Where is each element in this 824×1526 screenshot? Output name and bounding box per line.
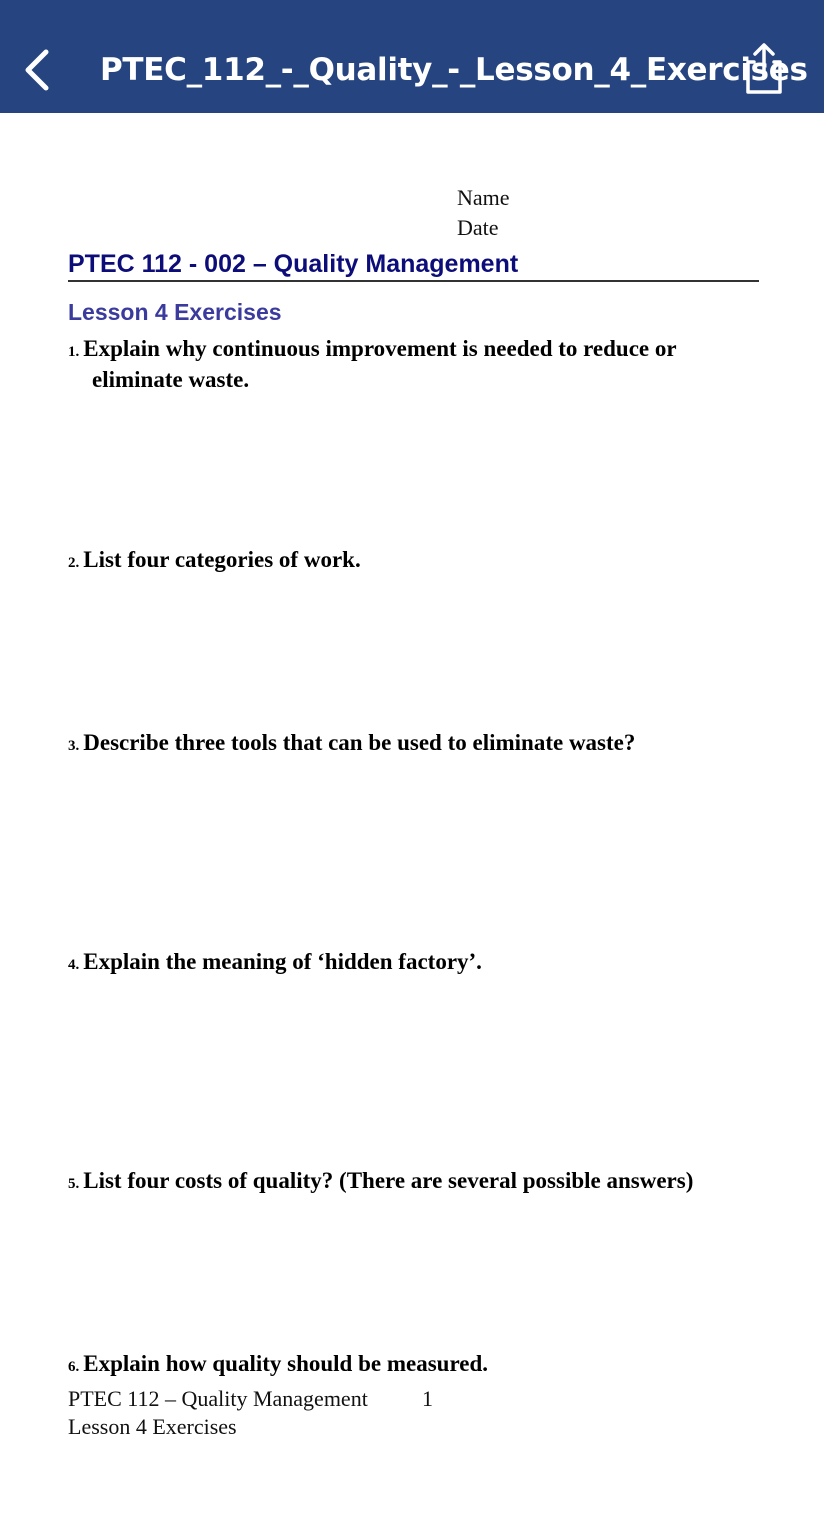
- name-label: Name: [457, 185, 510, 210]
- question-1: [68, 335, 768, 394]
- back-button[interactable]: [18, 46, 60, 94]
- question-number: 2.: [68, 555, 80, 571]
- question-6: [68, 1350, 768, 1381]
- footer-lesson: Lesson 4 Exercises: [68, 1414, 237, 1439]
- question-number: 4.: [68, 957, 80, 973]
- heading-divider: [68, 280, 759, 282]
- question-number: 1.: [68, 344, 80, 360]
- question-5: [68, 1167, 768, 1198]
- question-text: List four categories of work.: [83, 547, 361, 572]
- question-number: 6.: [68, 1359, 80, 1375]
- question-4: [68, 948, 768, 979]
- question-text: Explain why continuous improvement is needed to reduce or: [83, 336, 677, 361]
- footer-course: PTEC 112 – Quality Management: [68, 1386, 368, 1411]
- page-footer: [68, 1385, 433, 1413]
- date-label: Date: [457, 215, 499, 240]
- share-button[interactable]: [740, 42, 788, 96]
- question-2: [68, 546, 768, 577]
- top-navigation-bar: [0, 0, 824, 113]
- question-text-continued: eliminate waste.: [92, 367, 250, 392]
- course-heading: PTEC 112 - 002 – Quality Management: [68, 250, 519, 278]
- chevron-left-icon: [18, 46, 60, 94]
- question-number: 5.: [68, 1176, 80, 1192]
- share-icon: [740, 42, 788, 96]
- page-number: 1: [422, 1386, 433, 1411]
- document-page: [0, 113, 824, 1526]
- question-text: Explain the meaning of ‘hidden factory’.: [83, 949, 482, 974]
- question-text: Explain how quality should be measured.: [83, 1351, 488, 1376]
- document-title: PTEC_112_-_Quality_-_Lesson_4_Exercises: [100, 52, 808, 88]
- question-number: 3.: [68, 738, 80, 754]
- lesson-heading: Lesson 4 Exercises: [68, 299, 282, 325]
- question-text: List four costs of quality? (There are several possible answers): [83, 1168, 694, 1193]
- question-3: [68, 729, 768, 760]
- question-text: Describe three tools that can be used to eliminate waste?: [83, 730, 636, 755]
